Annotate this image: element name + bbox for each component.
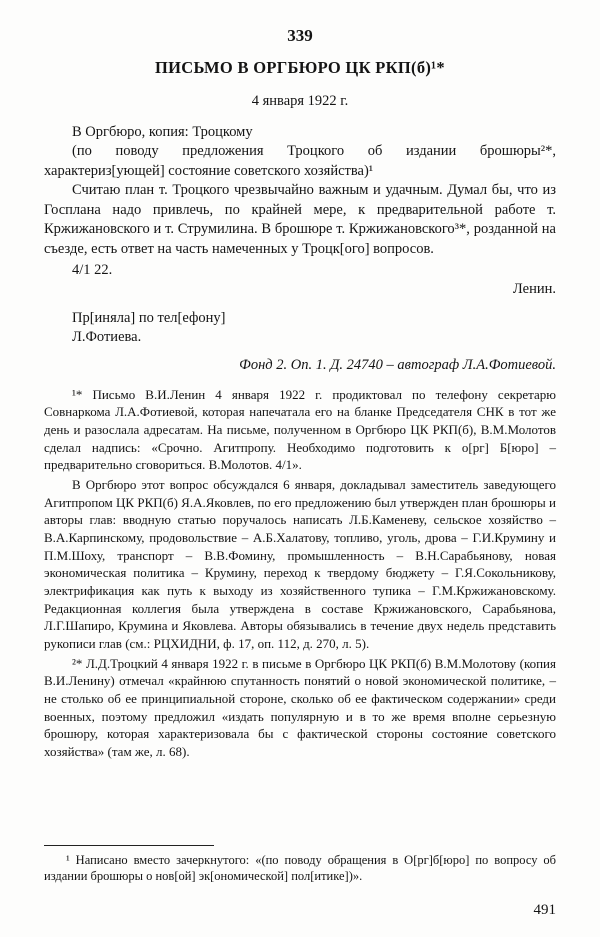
endnote-1-paragraph-1: ¹* Письмо В.И.Ленин 4 января 1922 г. продиктовал по телефону секретарю Совнаркома Л.А.Фотиевой, которая напечатала его на бланке Председателя СНК в тот же день и разослала адресатам. На письме, полученном в Оргбюро ЦК РКП(б), В.М.Молотов сделал надпись: «Срочно. Агитпропу. Необходимо подготовить к о[рг] Б[юро] – предварительно сговориться. В.Молотов. 4/1». (44, 386, 556, 473)
endnotes-section (44, 386, 556, 761)
endnote-1-paragraph-2: В Оргбюро этот вопрос обсуждался 6 января, докладывал заместитель заведующего Агитпропом ЦК РКП(б) Я.А.Яковлев, по его предложению был утвержден план брошюры и авторы глав: вводную статью поручалось написать Л.Б.Каменеву, сельское хозяйство – В.А.Карпинскому, продовольствие – А.Б.Халатову, топливо, уголь, дрова – Г.И.Крумину и П.М.Шоху, транспорт – В.В.Фомину, промышленность – В.Н.Сарабьянову, новая экономическая политика – Крумину, переход к твердому бюджету – Г.Я.Сокольникову, электрификация как путь к выходу из хозяйственного тупика – Г.М.Кржижановскому. Редакционная коллегия была утверждена в составе Кржижановского, Сарабьянова, Л.Г.Шапиро, Крумина и Яковлева. Авторы обязывались в течение двух недель представить рукописи глав (см.: РЦХИДНИ, ф. 17, оп. 112, д. 270, л. 5). (44, 477, 556, 652)
letter-addressee: В Оргбюро, копия: Троцкому (72, 124, 253, 140)
letter-signature: Ленин. (512, 281, 556, 298)
page-number-top: 339 (287, 26, 313, 45)
letter-title: ПИСЬМО В ОРГБЮРО ЦК РКП(б)¹* (155, 58, 445, 77)
letter-dateline: 4/1 22. (72, 261, 113, 278)
letter-date: 4 января 1922 г. (251, 93, 349, 109)
letter-body: Считаю план т. Троцкого чрезвычайно важным и удачным. Думал бы, что из Госплана надо привлечь, по крайней мере, к предварительной работе т. Кржижановского и т. Струмилина. В брошюре т. Кржижановского³*, розданной на съезде, есть ответ на часть намеченных у Троцк[ого] вопросов. (44, 182, 556, 257)
endnote-2: ²* Л.Д.Троцкий 4 января 1922 г. в письме в Оргбюро ЦК РКП(б) В.М.Молотову (копия В.И.Ленину) отмечал «крайнюю спутанность понятий о новой экономической политике, – не столько об ее принципиальной стороне, сколько об ее фактическом содержании» среди военных, поэтому предложил «издать популярную и в то же время вполне серьезную брошюру, которая характеризовала бы с фактической стороны состояние советского хозяйства» (там же, л. 68). (44, 655, 556, 760)
phone-receipt-note-line2: Л.Фотиева. (72, 329, 142, 346)
archive-source-line: Фонд 2. Оп. 1. Д. 24740 – автограф Л.А.Фотиевой. (239, 356, 556, 373)
page-number-bottom: 491 (533, 902, 556, 918)
footnote-text: ¹ Написано вместо зачеркнутого: «(по поводу обращения в О[рг]б[юро] по вопросу об издании брошюры о нов[ой] эк[ономической] пол[итике])». (44, 852, 556, 884)
phone-receipt-note-line1: Пр[иняла] по тел[ефону] (72, 309, 226, 326)
footnote-section (44, 845, 556, 886)
letter-subject: (по поводу предложения Троцкого об издании брошюры²*, характериз[ующей] состояние советского хозяйства)¹ (44, 143, 556, 179)
footnote-separator (44, 845, 214, 846)
